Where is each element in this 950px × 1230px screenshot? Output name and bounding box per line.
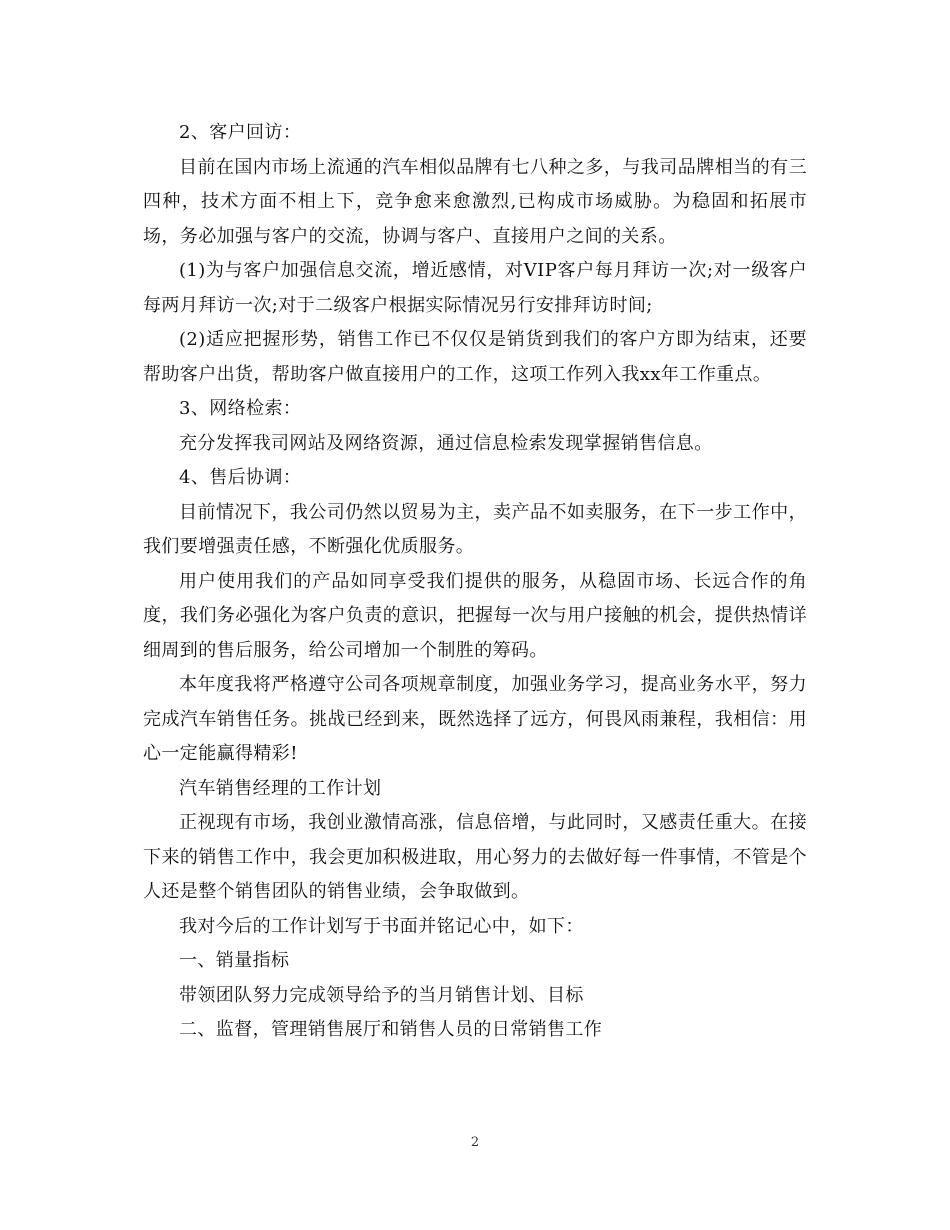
paragraph-help-customers: (2)适应把握形势，销售工作已不仅仅是销货到我们的客户方即为结束，还要帮助客户出货，帮助客户做直接用户的工作，这项工作列入我xx年工作重点。 xyxy=(143,329,807,385)
paragraph-market-competition: 目前在国内市场上流通的汽车相似品牌有七八种之多，与我司品牌相当的有三四种，技术方面不相上下，竞争愈来愈激烈,已构成市场威胁。为稳固和拓展市场，务必加强与客户的交流，协调与客户、直接用户之间的关系。 xyxy=(143,156,807,247)
paragraph-team-goal: 带领团队努力完成领导给予的当月销售计划、目标 xyxy=(179,984,584,1006)
paragraph-plan-intro: 我对今后的工作计划写于书面并铭记心中，如下： xyxy=(179,915,584,937)
paragraph-annual-commitment: 本年度我将严格遵守公司各项规章制度，加强业务学习，提高业务水平，努力完成汽车销售任务。挑战已经到来，既然选择了远方，何畏风雨兼程，我相信：用心一定能赢得精彩! xyxy=(143,674,807,764)
paragraph-network-resources: 充分发挥我司网站及网络资源，通过信息检索发现掌握销售信息。 xyxy=(179,432,713,454)
section-heading-customer-visits: 2、客户回访： xyxy=(179,122,302,143)
paragraph-customer-responsibility: 用户使用我们的产品如同享受我们提供的服务，从稳固市场、长远合作的角度，我们务必强化为客户负责的意识，把握每一次与用户接触的机会，提供热情详细周到的售后服务，给公司增加一个制胜的筹码。 xyxy=(143,570,807,661)
section-heading-after-sales: 4、售后协调： xyxy=(179,467,302,488)
paragraph-visit-schedule: (1)为与客户加强信息交流，增近感情，对VIP客户每月拜访一次;对一级客户每两月拜访一次;对于二级客户根据实际情况另行安排拜访时间; xyxy=(143,260,807,316)
section-heading-network-search: 3、网络检索： xyxy=(179,398,302,419)
paragraph-market-outlook: 正视现有市场，我创业激情高涨，信息倍增，与此同时，又感责任重大。在接下来的销售工作中，我会更加积极进取，用心努力的去做好每一件事情，不管是个人还是整个销售团队的销售业绩，会争取做到。 xyxy=(143,812,807,902)
page-number: 2 xyxy=(470,1135,480,1150)
document-body xyxy=(143,116,807,1048)
section-heading-supervision: 二、监督，管理销售展厅和销售人员的日常销售工作 xyxy=(179,1019,603,1040)
section-heading-manager-plan: 汽车销售经理的工作计划 xyxy=(179,777,382,799)
section-heading-sales-target: 一、销量指标 xyxy=(179,950,290,971)
paragraph-service-focus: 目前情况下，我公司仍然以贸易为主，卖产品不如卖服务，在下一步工作中，我们要增强责任感，不断强化优质服务。 xyxy=(143,501,807,557)
